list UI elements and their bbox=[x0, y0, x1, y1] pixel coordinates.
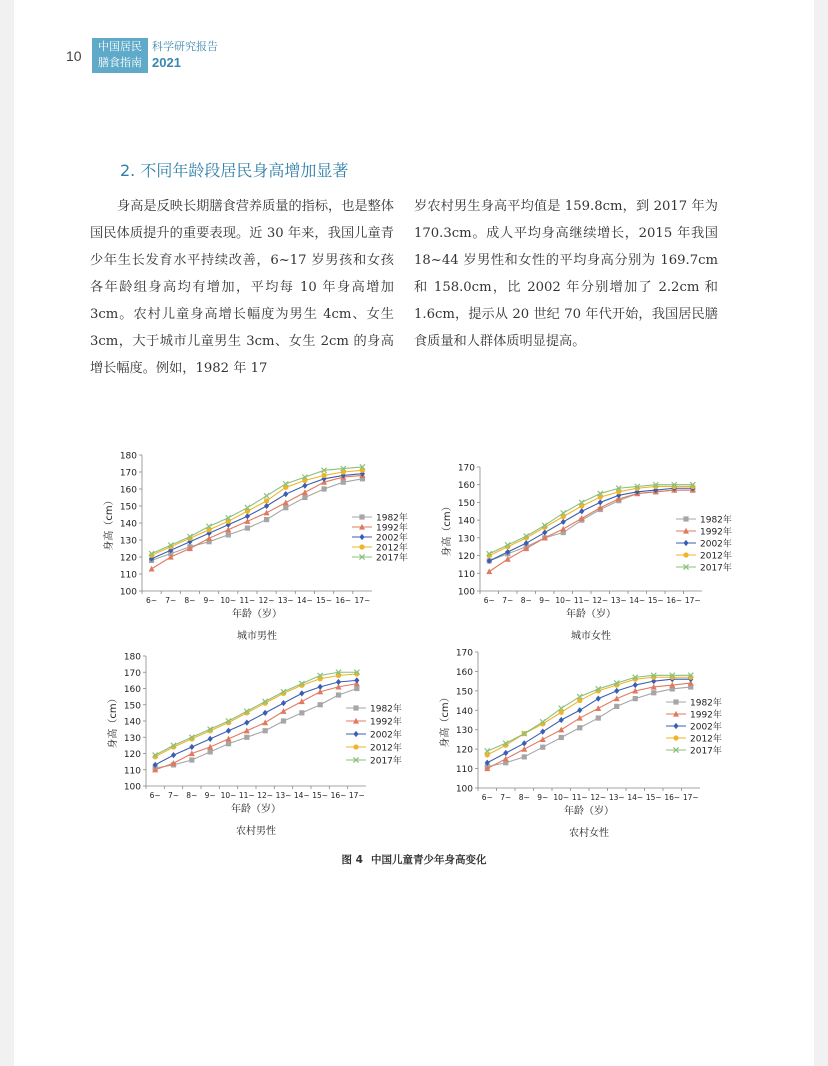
y-tick-label: 110 bbox=[455, 765, 473, 776]
series-line bbox=[487, 677, 691, 755]
legend-label: 2012年 bbox=[370, 743, 402, 754]
x-tick-label: 11~ bbox=[571, 793, 588, 802]
x-tick-label: 12~ bbox=[258, 596, 275, 605]
y-tick-label: 130 bbox=[455, 726, 473, 737]
data-point bbox=[558, 727, 564, 733]
y-axis-label: 身高（cm） bbox=[442, 501, 453, 557]
data-point bbox=[321, 486, 326, 491]
x-tick-label: 14~ bbox=[627, 793, 644, 802]
data-point bbox=[302, 489, 308, 495]
brand-logo-box bbox=[92, 38, 148, 73]
legend-marker bbox=[673, 699, 678, 704]
data-point bbox=[189, 744, 194, 750]
data-point bbox=[633, 682, 638, 688]
data-point bbox=[354, 686, 359, 691]
legend-label: 2017年 bbox=[690, 746, 722, 757]
x-tick-label: 12~ bbox=[590, 793, 607, 802]
data-point bbox=[207, 744, 213, 750]
x-tick-label: 9~ bbox=[203, 596, 215, 605]
legend-label: 1992年 bbox=[376, 523, 408, 534]
data-point bbox=[263, 728, 268, 733]
data-point bbox=[614, 704, 619, 709]
x-tick-label: 17~ bbox=[354, 596, 371, 605]
x-tick-label: 6~ bbox=[149, 791, 161, 800]
data-point bbox=[561, 519, 566, 525]
data-point bbox=[598, 499, 603, 505]
section-title: 2. 不同年龄段居民身高增加显著 bbox=[120, 161, 349, 180]
y-tick-label: 140 bbox=[123, 717, 141, 728]
legend-label: 1982年 bbox=[690, 698, 722, 709]
data-point bbox=[336, 692, 341, 697]
data-point bbox=[542, 529, 547, 535]
series-line bbox=[489, 488, 693, 561]
data-point bbox=[244, 728, 250, 734]
x-tick-label: 17~ bbox=[348, 791, 365, 800]
x-tick-label: 14~ bbox=[297, 596, 313, 605]
x-tick-label: 15~ bbox=[316, 596, 332, 605]
series-line bbox=[489, 485, 693, 554]
data-point bbox=[540, 729, 545, 735]
y-tick-label: 140 bbox=[457, 516, 475, 527]
legend-label: 2002年 bbox=[376, 533, 408, 544]
x-tick-label: 8~ bbox=[184, 596, 196, 605]
data-point bbox=[264, 498, 269, 503]
y-tick-label: 170 bbox=[457, 463, 475, 474]
x-tick-label: 8~ bbox=[518, 793, 530, 802]
report-title: 科学研究报告 bbox=[152, 40, 218, 53]
data-point bbox=[208, 749, 213, 754]
data-point bbox=[262, 719, 268, 725]
data-point bbox=[596, 696, 601, 702]
data-point bbox=[522, 754, 527, 759]
y-tick-label: 170 bbox=[119, 468, 137, 479]
data-point bbox=[226, 741, 231, 746]
legend-label: 1982年 bbox=[700, 515, 732, 526]
data-point bbox=[321, 473, 326, 478]
x-tick-label: 15~ bbox=[645, 793, 662, 802]
x-tick-label: 10~ bbox=[553, 793, 570, 802]
y-tick-label: 150 bbox=[119, 502, 137, 513]
y-tick-label: 130 bbox=[119, 536, 137, 547]
x-axis-label: 年龄（岁） bbox=[566, 609, 616, 620]
data-point bbox=[264, 493, 269, 498]
series-line bbox=[155, 689, 357, 769]
series-line bbox=[489, 486, 693, 555]
x-tick-label: 17~ bbox=[684, 596, 701, 605]
x-tick-label: 15~ bbox=[312, 791, 329, 800]
data-point bbox=[559, 735, 564, 740]
legend-label: 1982年 bbox=[376, 513, 408, 524]
data-point bbox=[577, 707, 582, 713]
data-point bbox=[189, 757, 194, 762]
data-point bbox=[596, 715, 601, 720]
data-point bbox=[505, 556, 511, 562]
data-point bbox=[521, 746, 527, 752]
x-tick-label: 10~ bbox=[555, 596, 572, 605]
legend-label: 2012年 bbox=[700, 551, 732, 562]
x-tick-label: 6~ bbox=[146, 596, 158, 605]
chart-title: 城市女性 bbox=[571, 631, 611, 642]
y-tick-label: 110 bbox=[123, 766, 141, 777]
report-page bbox=[14, 0, 814, 1066]
data-point bbox=[283, 505, 288, 510]
legend-label: 2017年 bbox=[370, 756, 402, 767]
x-tick-label: 13~ bbox=[610, 596, 627, 605]
brand-line-1: 中国居民 bbox=[98, 40, 142, 53]
series-line bbox=[487, 687, 691, 767]
chart-svg-rural-female bbox=[414, 644, 744, 844]
x-tick-label: 10~ bbox=[220, 596, 237, 605]
data-point bbox=[244, 735, 249, 740]
data-point bbox=[299, 710, 304, 715]
legend-marker bbox=[673, 723, 678, 729]
chart-svg-urban-female bbox=[414, 459, 744, 649]
data-point bbox=[149, 566, 155, 572]
chart-rural-male bbox=[90, 648, 420, 848]
x-tick-label: 14~ bbox=[629, 596, 646, 605]
legend-marker bbox=[359, 544, 364, 549]
x-tick-label: 9~ bbox=[204, 791, 216, 800]
y-tick-label: 160 bbox=[457, 481, 475, 492]
chart-title: 城市男性 bbox=[237, 631, 277, 642]
y-tick-label: 100 bbox=[123, 782, 141, 793]
data-point bbox=[281, 718, 286, 723]
series-line bbox=[155, 680, 357, 765]
x-tick-label: 16~ bbox=[335, 596, 352, 605]
y-tick-label: 100 bbox=[119, 587, 137, 598]
chart-title: 农村女性 bbox=[569, 828, 609, 839]
series-line bbox=[155, 684, 357, 770]
legend-marker bbox=[673, 735, 678, 740]
data-point bbox=[559, 717, 564, 723]
chart-title: 农村男性 bbox=[236, 826, 276, 837]
legend-label: 2017年 bbox=[700, 563, 732, 574]
figure-caption-text: 中国儿童青少年身高变化 bbox=[370, 854, 487, 866]
series-line bbox=[152, 475, 363, 569]
legend-marker bbox=[353, 731, 358, 737]
y-tick-label: 150 bbox=[455, 687, 473, 698]
y-tick-label: 100 bbox=[457, 587, 475, 598]
data-point bbox=[560, 526, 566, 532]
y-tick-label: 170 bbox=[455, 648, 473, 659]
x-tick-label: 9~ bbox=[539, 596, 551, 605]
legend-marker bbox=[683, 552, 688, 557]
data-point bbox=[283, 499, 289, 505]
body-paragraph-left: 身高是反映长期膳食营养质量的指标，也是整体国民体质提升的重要表现。近 30 年来，我国儿童青少年生长发育水平持续改善，6~17 岁男孩和女孩各年龄组身高均有增加，平均每 10 年身高增加 3cm。农村儿童身高增长幅度为男生 4cm、女生 3cm，大于城市儿童男生 3cm、女生 2cm 的身高增长幅度。例如，1982 年 17 bbox=[90, 199, 394, 376]
y-tick-label: 110 bbox=[119, 570, 137, 581]
data-point bbox=[283, 491, 288, 497]
y-tick-label: 150 bbox=[123, 701, 141, 712]
y-tick-label: 160 bbox=[455, 667, 473, 678]
legend-marker bbox=[359, 534, 364, 540]
y-tick-label: 180 bbox=[123, 652, 141, 663]
data-point bbox=[245, 526, 250, 531]
data-point bbox=[245, 513, 250, 519]
chart-svg-rural-male bbox=[90, 648, 420, 848]
data-point bbox=[579, 508, 584, 514]
x-tick-label: 13~ bbox=[608, 793, 625, 802]
x-tick-label: 10~ bbox=[220, 791, 237, 800]
data-point bbox=[486, 568, 492, 574]
legend-marker bbox=[353, 705, 358, 710]
x-tick-label: 12~ bbox=[257, 791, 274, 800]
chart-rural-female bbox=[414, 644, 744, 844]
series-line bbox=[489, 490, 693, 561]
data-point bbox=[595, 705, 601, 711]
legend-marker bbox=[359, 514, 364, 519]
figure-caption bbox=[14, 852, 814, 867]
y-tick-label: 150 bbox=[457, 498, 475, 509]
series-line bbox=[152, 479, 363, 561]
x-tick-label: 11~ bbox=[238, 791, 255, 800]
series-line bbox=[489, 490, 693, 571]
chart-urban-male bbox=[90, 447, 420, 647]
page-number: 10 bbox=[66, 48, 82, 64]
x-tick-label: 15~ bbox=[647, 596, 664, 605]
data-point bbox=[522, 740, 527, 746]
x-tick-label: 11~ bbox=[573, 596, 590, 605]
x-tick-label: 7~ bbox=[500, 793, 512, 802]
brand-line-2: 膳食指南 bbox=[98, 56, 142, 69]
data-point bbox=[226, 728, 231, 734]
legend-marker bbox=[353, 744, 358, 749]
x-tick-label: 11~ bbox=[239, 596, 256, 605]
series-line bbox=[155, 674, 357, 757]
y-tick-label: 120 bbox=[123, 750, 141, 760]
data-point bbox=[614, 688, 619, 694]
y-tick-label: 100 bbox=[455, 784, 473, 795]
y-tick-label: 170 bbox=[123, 668, 141, 679]
y-axis-label: 身高（cm） bbox=[104, 495, 115, 551]
data-point bbox=[226, 736, 232, 742]
y-tick-label: 120 bbox=[119, 553, 137, 564]
legend-label: 2002年 bbox=[690, 722, 722, 733]
y-tick-label: 120 bbox=[455, 745, 473, 756]
data-point bbox=[503, 750, 508, 756]
legend-label: 2002年 bbox=[700, 539, 732, 550]
chart-svg-urban-male bbox=[90, 447, 420, 647]
data-point bbox=[171, 752, 176, 758]
data-point bbox=[540, 745, 545, 750]
y-tick-label: 120 bbox=[457, 552, 475, 563]
x-axis-label: 年龄（岁） bbox=[564, 806, 614, 817]
x-tick-label: 13~ bbox=[275, 791, 292, 800]
legend-label: 2012年 bbox=[376, 543, 408, 554]
y-tick-label: 110 bbox=[457, 569, 475, 580]
x-axis-label: 年龄（岁） bbox=[231, 804, 281, 815]
body-paragraph-right: 岁农村男生身高平均值是 159.8cm，到 2017 年为 170.3cm。成人平均身高继续增长，2015 年我国 18~44 岁男性和女性的平均身高分别为 169.7cm 和 158.0cm，比 2002 年分别增加了 2.2cm 和 1.6cm，提示从 20 世纪 70 年代开始，我国居民膳食质量和人群体质明显提高。 bbox=[414, 199, 718, 349]
x-tick-label: 16~ bbox=[330, 791, 347, 800]
figure-number: 图 4 bbox=[341, 854, 363, 866]
x-tick-label: 7~ bbox=[165, 596, 177, 605]
data-point bbox=[341, 480, 346, 485]
x-axis-label: 年龄（岁） bbox=[232, 609, 282, 620]
data-point bbox=[354, 677, 359, 683]
data-point bbox=[540, 736, 546, 742]
data-point bbox=[302, 495, 307, 500]
data-point bbox=[281, 700, 286, 706]
y-tick-label: 160 bbox=[123, 685, 141, 695]
y-tick-label: 140 bbox=[455, 706, 473, 717]
x-tick-label: 13~ bbox=[277, 596, 294, 605]
legend-label: 2017年 bbox=[376, 553, 408, 564]
data-point bbox=[244, 720, 249, 726]
data-point bbox=[318, 702, 323, 707]
y-axis-label: 身高（cm） bbox=[440, 692, 451, 748]
x-tick-label: 7~ bbox=[502, 596, 514, 605]
legend-label: 1992年 bbox=[370, 717, 402, 728]
x-tick-label: 6~ bbox=[481, 793, 493, 802]
x-tick-label: 14~ bbox=[293, 791, 310, 800]
data-point bbox=[281, 708, 287, 714]
legend-label: 1982年 bbox=[370, 704, 402, 715]
x-tick-label: 16~ bbox=[664, 793, 681, 802]
data-point bbox=[336, 679, 341, 685]
data-point bbox=[577, 725, 582, 730]
x-tick-label: 17~ bbox=[682, 793, 699, 802]
x-tick-label: 12~ bbox=[592, 596, 609, 605]
data-point bbox=[299, 698, 305, 704]
data-point bbox=[264, 510, 270, 516]
legend-marker bbox=[683, 540, 688, 546]
data-point bbox=[263, 710, 268, 716]
x-tick-label: 8~ bbox=[186, 791, 198, 800]
chart-urban-female bbox=[414, 459, 744, 649]
data-point bbox=[302, 483, 307, 489]
series-line bbox=[152, 470, 363, 555]
y-tick-label: 180 bbox=[119, 451, 137, 462]
legend-label: 1992年 bbox=[690, 710, 722, 721]
x-tick-label: 8~ bbox=[520, 596, 532, 605]
data-point bbox=[318, 684, 323, 690]
data-point bbox=[226, 532, 231, 537]
y-tick-label: 130 bbox=[457, 534, 475, 545]
legend-label: 2012年 bbox=[690, 734, 722, 745]
data-point bbox=[264, 517, 269, 522]
data-point bbox=[577, 715, 583, 721]
data-point bbox=[208, 736, 213, 742]
y-tick-label: 140 bbox=[119, 519, 137, 530]
x-tick-label: 7~ bbox=[167, 791, 180, 800]
data-point bbox=[503, 756, 509, 762]
legend-label: 1992年 bbox=[700, 527, 732, 538]
data-point bbox=[633, 696, 638, 701]
legend-label: 2002年 bbox=[370, 730, 402, 741]
y-axis-label: 身高（cm） bbox=[108, 693, 119, 749]
x-tick-label: 16~ bbox=[666, 596, 683, 605]
report-year: 2021 bbox=[152, 55, 181, 70]
x-tick-label: 9~ bbox=[537, 793, 549, 802]
data-point bbox=[264, 503, 269, 509]
data-point bbox=[651, 690, 656, 695]
y-tick-label: 160 bbox=[119, 485, 137, 496]
legend-marker bbox=[683, 516, 688, 521]
y-tick-label: 130 bbox=[123, 733, 141, 744]
data-point bbox=[299, 690, 304, 696]
x-tick-label: 6~ bbox=[483, 596, 495, 605]
